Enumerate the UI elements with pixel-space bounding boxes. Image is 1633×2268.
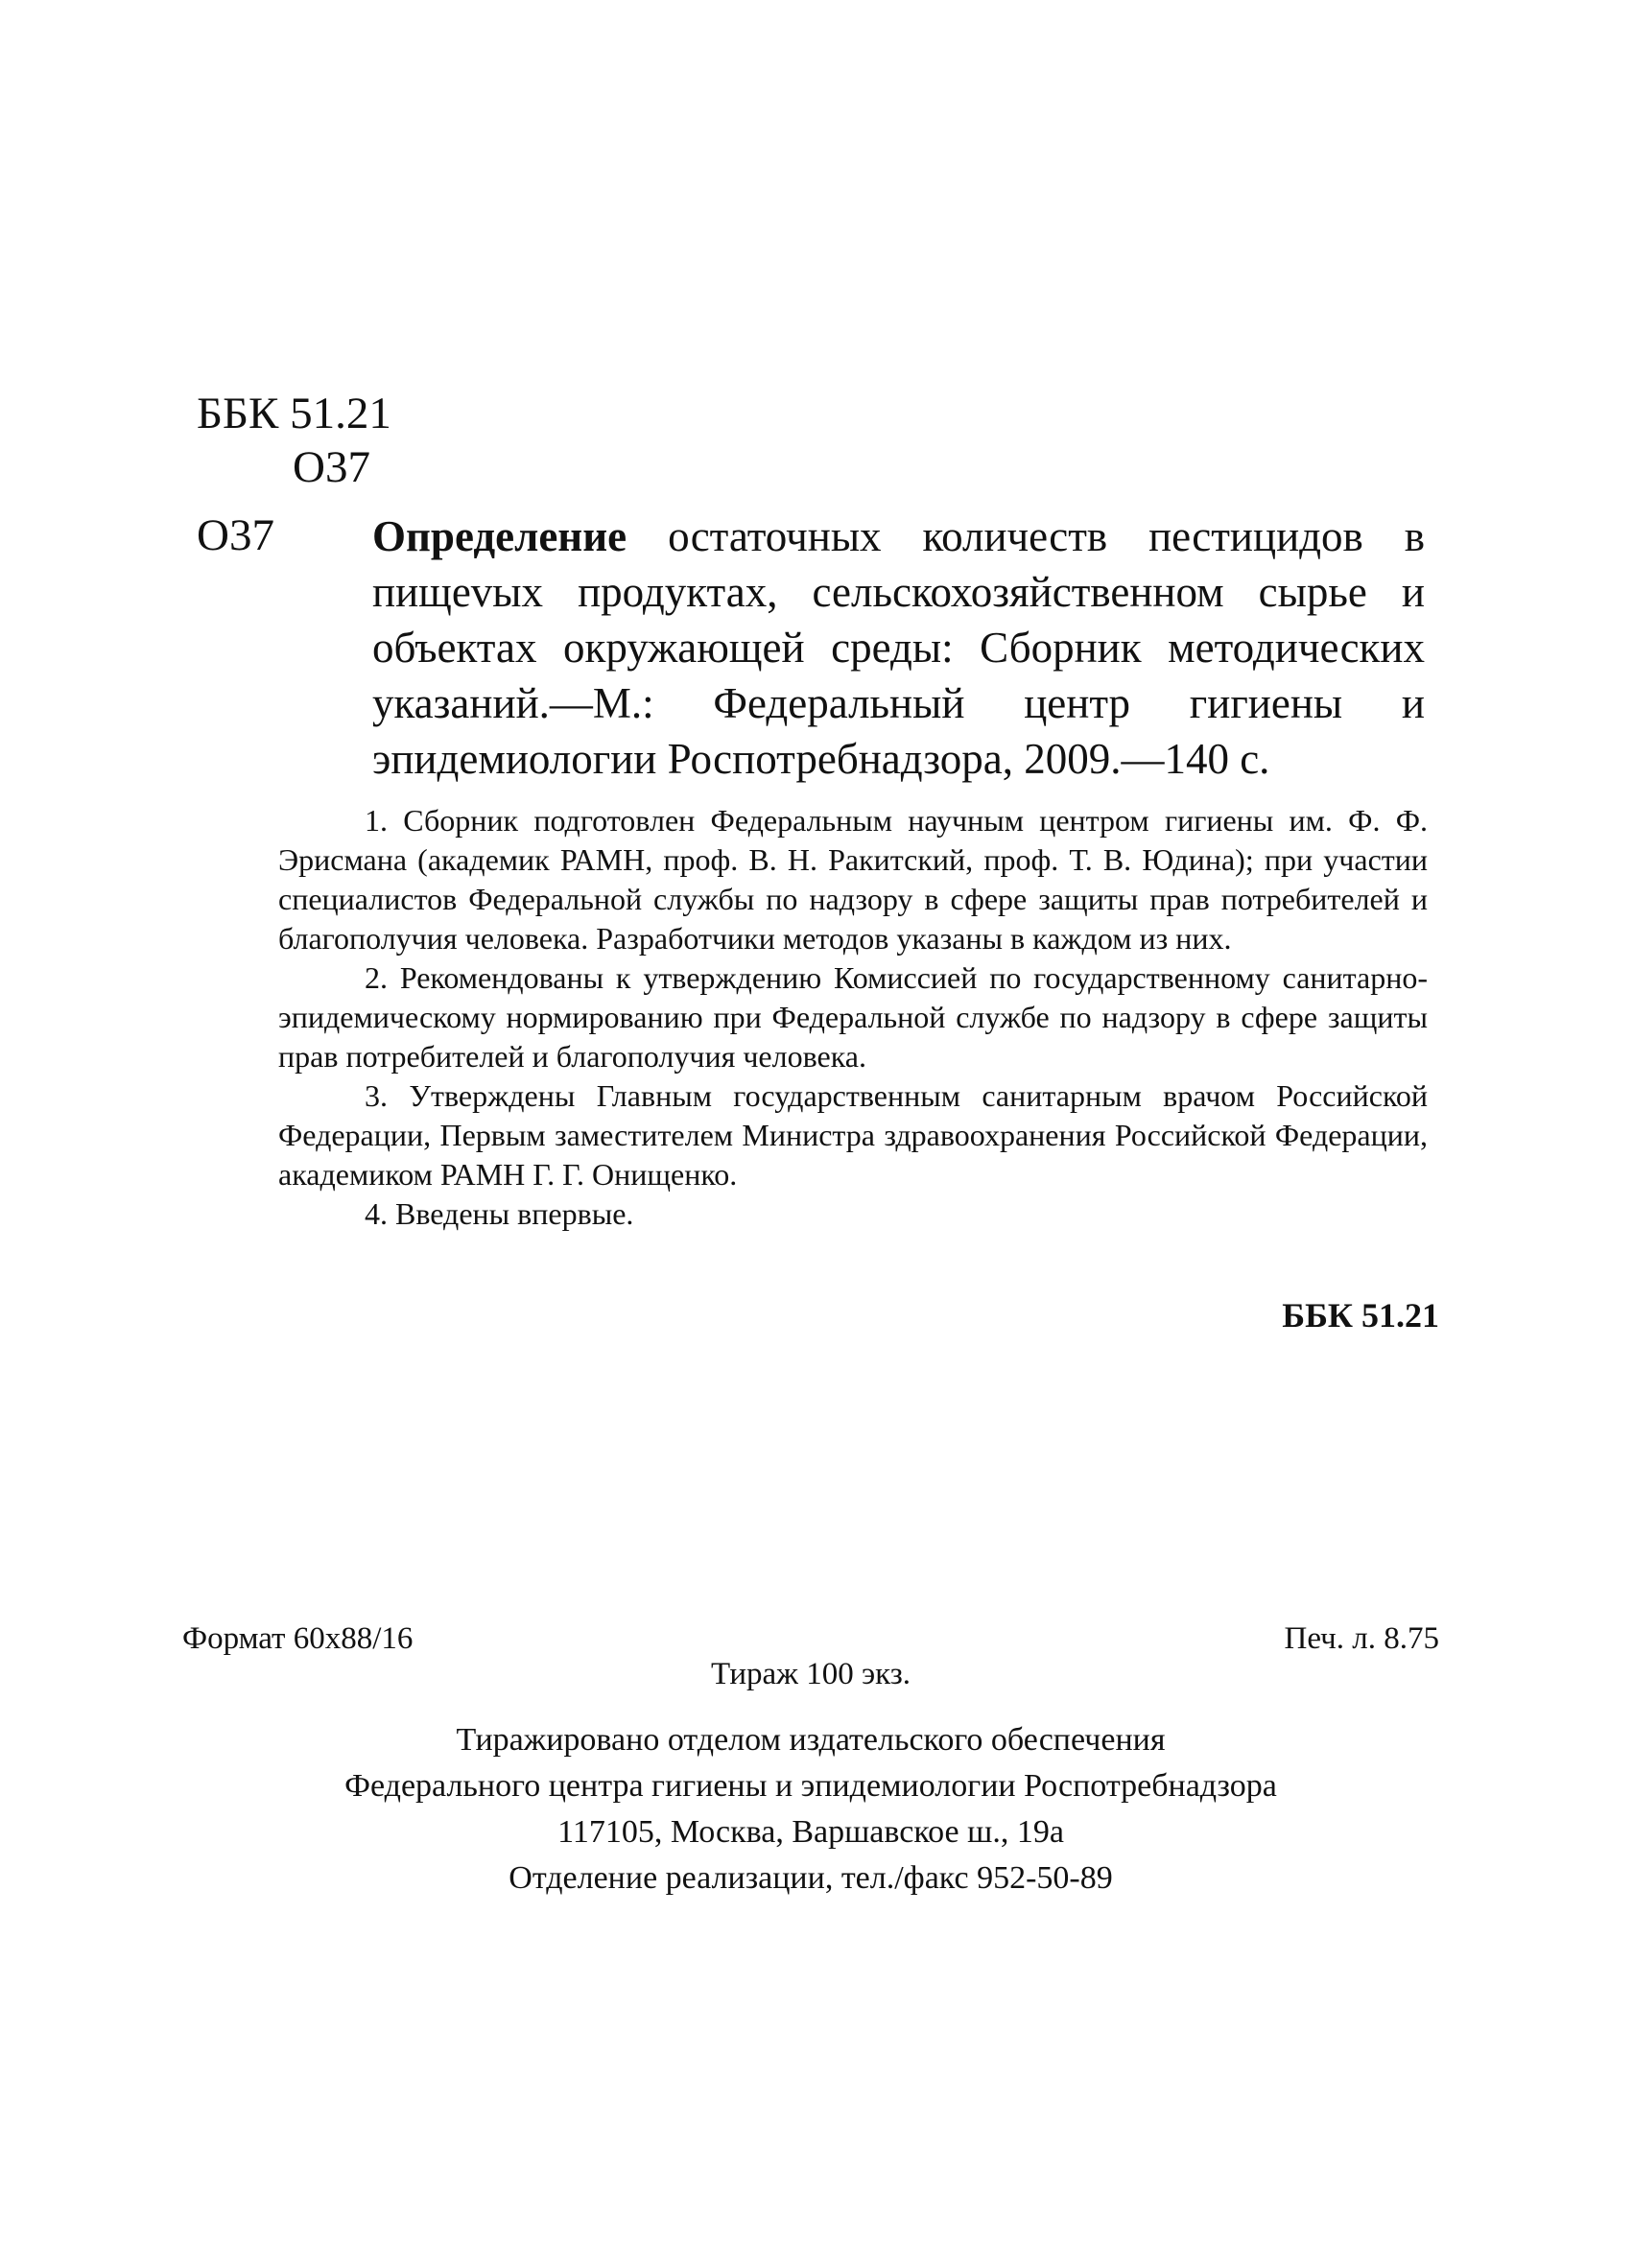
bibliographic-entry xyxy=(372,508,1425,787)
publisher-address: 117105, Москва, Варшавское ш., 19а xyxy=(557,1814,1064,1850)
printed-sheets-text: Печ. л. 8.75 xyxy=(1284,1621,1439,1656)
publisher-contact: Отделение реализации, тел./факс 952-50-89 xyxy=(509,1860,1113,1896)
imprint-block xyxy=(182,1621,1439,1692)
bbk-header xyxy=(197,387,391,494)
entry-code: О37 xyxy=(197,510,274,560)
publisher-block xyxy=(182,1717,1439,1902)
bbk-footer-code: ББК 51.21 xyxy=(1282,1296,1439,1335)
note-item: 4. Введены впервые. xyxy=(365,1196,634,1231)
print-run-text: Тираж 100 экз. xyxy=(711,1657,911,1691)
author-mark: О37 xyxy=(293,442,370,492)
note-item: 3. Утверждены Главным государственным санитарным врачом Российской Федерации, Первым заместителем Министра здравоохранения Российской Федерации, академиком РАМН Г. Г. Онищенко. xyxy=(278,1078,1428,1192)
bbk-code: ББК 51.21 xyxy=(197,389,391,438)
format-text: Формат 60x88/16 xyxy=(182,1621,414,1656)
publisher-line: Тиражировано отделом издательского обеспечения xyxy=(456,1722,1166,1758)
entry-description: остаточных количеств пестицидов в пищеvых продуктах, сельскохозяйственном сырье и объектах окружающей среды: Сборник методических указаний.—М.: Федеральный центр гигиены и эпидемиологии Роспотребнадзора, 2009.—140 с. xyxy=(372,512,1425,783)
publisher-line: Федерального центра гигиены и эпидемиологии Роспотребнадзора xyxy=(344,1768,1277,1804)
notes-section xyxy=(278,801,1428,1234)
entry-title-bold: Определение xyxy=(372,512,627,560)
imprint-row xyxy=(182,1621,1439,1657)
note-item: 1. Сборник подготовлен Федеральным научным центром гигиены им. Ф. Ф. Эрисмана (академик РАМН, проф. В. Н. Ракитский, проф. Т. В. Юдина); при участии специалистов Федеральной службы по надзору в сфере защиты прав потребителей и благополучия человека. Разработчики методов указаны в каждом из них. xyxy=(278,803,1428,956)
note-item: 2. Рекомендованы к утверждению Комиссией по государственному санитарно-эпидемическому нормированию при Федеральной службе по надзору в сфере защиты прав потребителей и благополучия человека. xyxy=(278,960,1428,1074)
